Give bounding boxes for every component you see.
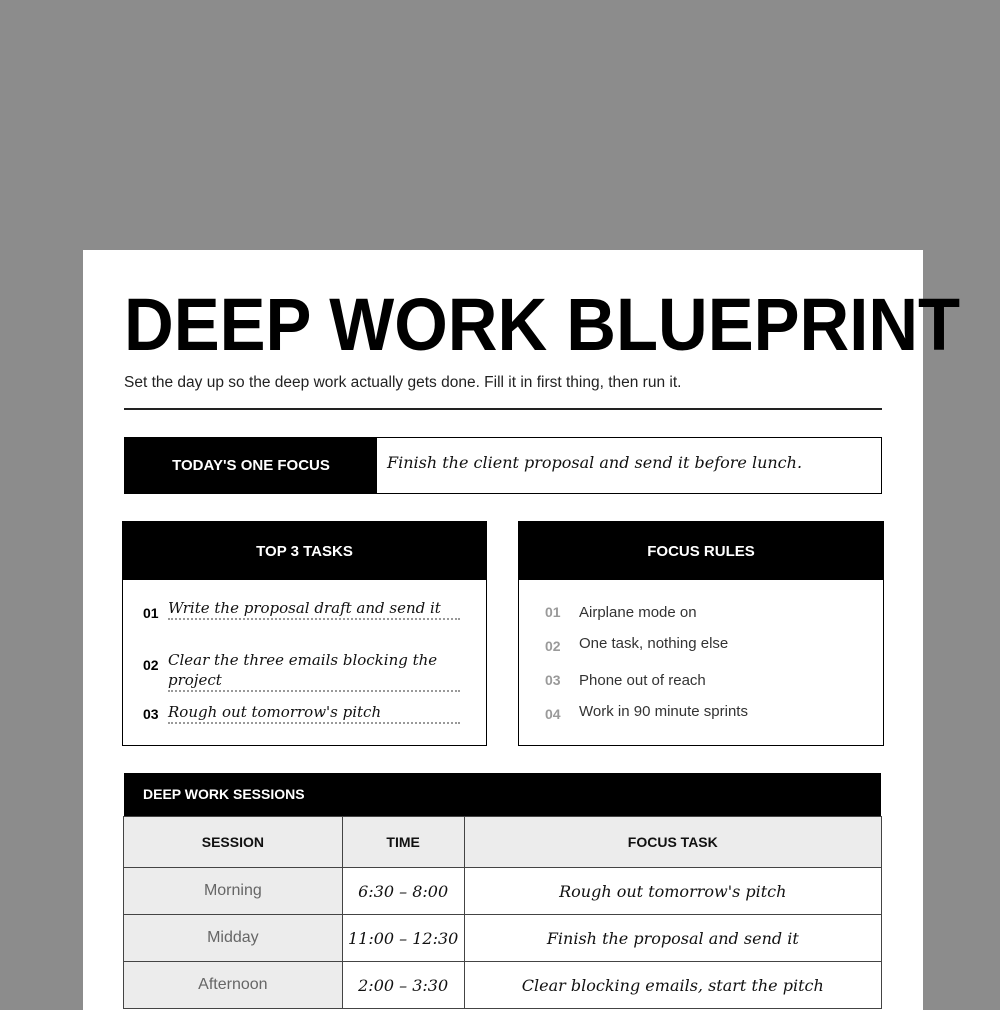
page-subtitle: Set the day up so the deep work actually gets done. Fill it in first thing, then run it. (124, 374, 682, 391)
rule-text: Work in 90 minute sprints (579, 703, 748, 720)
task-field[interactable]: Clear the three emails blocking the project (168, 650, 460, 692)
table-row (124, 868, 882, 915)
sessions-table (123, 816, 882, 1009)
column-header-session: SESSION (124, 817, 343, 868)
session-time-field[interactable]: 11:00 – 12:30 (342, 915, 464, 962)
table-row (124, 962, 882, 1009)
task-field[interactable]: Write the proposal draft and send it (168, 598, 460, 620)
top-tasks-header: TOP 3 TASKS (123, 522, 486, 580)
column-header-time: TIME (342, 817, 464, 868)
task-number: 01 (143, 605, 159, 621)
session-name: Morning (124, 868, 343, 915)
session-task-field[interactable]: Finish the proposal and send it (464, 915, 881, 962)
focus-rules-header: FOCUS RULES (519, 522, 883, 580)
task-field[interactable]: Rough out tomorrow's pitch (168, 702, 460, 724)
session-name: Midday (124, 915, 343, 962)
top-tasks-panel (122, 521, 487, 746)
rule-text: Airplane mode on (579, 604, 697, 621)
session-task-field[interactable]: Rough out tomorrow's pitch (464, 868, 881, 915)
session-time-field[interactable]: 6:30 – 8:00 (342, 868, 464, 915)
column-header-focus-task: FOCUS TASK (464, 817, 881, 868)
focus-rules-panel (518, 521, 884, 746)
rule-text: Phone out of reach (579, 672, 706, 689)
task-number: 03 (143, 706, 159, 722)
rule-number: 02 (545, 638, 561, 654)
session-task-field[interactable]: Clear blocking emails, start the pitch (464, 962, 881, 1009)
session-name: Afternoon (124, 962, 343, 1009)
sessions-header: DEEP WORK SESSIONS (124, 773, 881, 816)
blueprint-sheet (83, 250, 961, 1010)
session-time-field[interactable]: 2:00 – 3:30 (342, 962, 464, 1009)
one-focus-box (124, 437, 882, 494)
table-row (124, 915, 882, 962)
rule-text: One task, nothing else (579, 635, 729, 652)
rule-number: 01 (545, 604, 561, 620)
one-focus-field[interactable]: Finish the client proposal and send it before lunch. (387, 453, 803, 472)
page-title: DEEP WORK BLUEPRINT (124, 283, 961, 366)
table-header-row (124, 817, 882, 868)
task-number: 02 (143, 657, 159, 673)
one-focus-label: TODAY'S ONE FOCUS (125, 438, 377, 493)
rule-number: 04 (545, 706, 561, 722)
title-divider (124, 408, 882, 410)
rule-number: 03 (545, 672, 561, 688)
